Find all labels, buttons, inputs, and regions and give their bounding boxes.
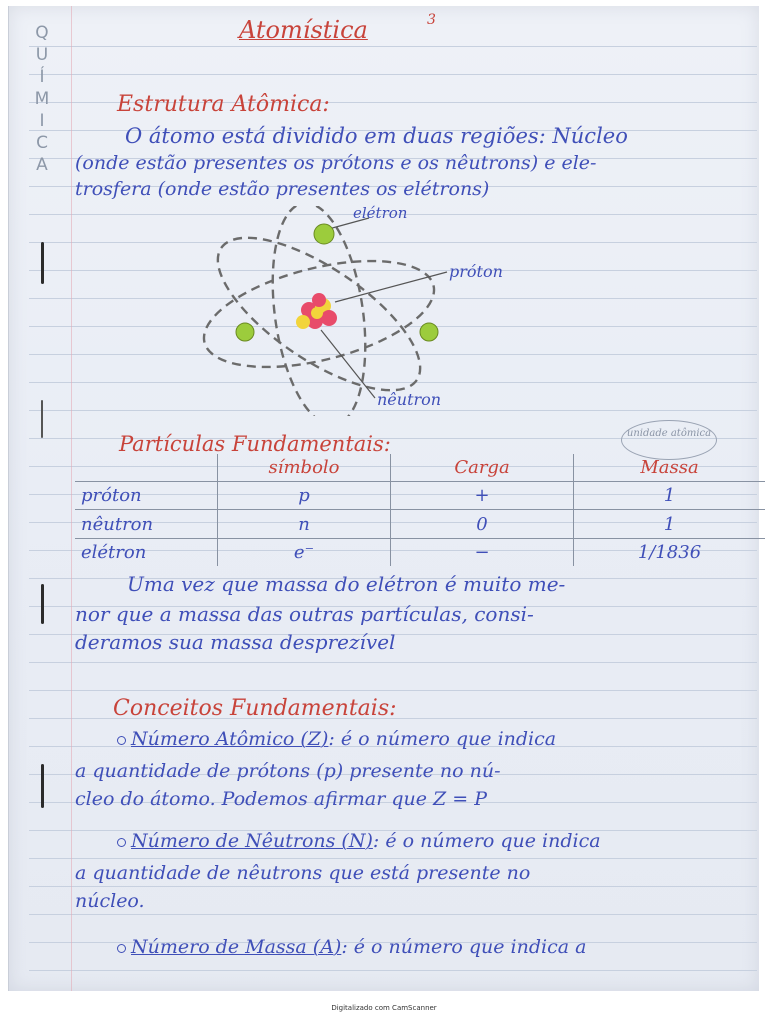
electron — [236, 323, 254, 341]
subject-letter: Q — [35, 23, 49, 43]
binder-mark — [41, 400, 43, 438]
table-header-row — [75, 454, 765, 482]
binder-mark — [41, 764, 44, 808]
bullet-icon — [117, 736, 126, 745]
section-heading-particulas: Partículas Fundamentais: — [119, 432, 391, 456]
rule-line — [29, 858, 757, 859]
text-line: nor que a massa das outras partículas, consi- — [75, 602, 534, 626]
table-cell: nêutron — [75, 510, 218, 538]
table-cell: e⁻ — [218, 538, 391, 566]
rule-line — [29, 662, 757, 663]
concept-text: : é o número que indica a — [341, 936, 587, 958]
concept-line — [131, 830, 601, 852]
concept-term: Número de Massa (A) — [131, 936, 342, 958]
electron — [420, 323, 438, 341]
electron — [314, 224, 334, 244]
subject-letter: Í — [39, 67, 45, 87]
table-header: símbolo — [218, 454, 391, 482]
table-row — [75, 510, 765, 538]
label-eletron: elétron — [353, 204, 408, 222]
particles-table-wrap — [75, 454, 765, 566]
binder-mark — [41, 242, 44, 284]
section-heading-conceitos: Conceitos Fundamentais: — [113, 696, 397, 721]
text-line: deramos sua massa desprezível — [75, 630, 396, 654]
rule-line — [29, 690, 757, 691]
page-title: Atomística — [239, 16, 368, 44]
concept-line — [131, 728, 556, 750]
subject-letter: I — [39, 111, 45, 131]
concept-term: Número de Nêutrons (N) — [131, 830, 373, 852]
unit-note: unidade atômica — [621, 420, 717, 460]
rule-line — [29, 886, 757, 887]
text-line: a quantidade de prótons (p) presente no nú- — [75, 760, 501, 782]
text-line: a quantidade de nêutrons que está presente no — [75, 862, 531, 884]
concept-term: Número Atômico (Z) — [131, 728, 329, 750]
concept-text: : é o número que indica — [328, 728, 557, 750]
scanner-footer: Digitalizado com CamScanner — [331, 1004, 437, 1012]
page-number: 3 — [427, 12, 436, 28]
rule-line — [29, 74, 757, 75]
table-row — [75, 482, 765, 510]
text-line: cleo do átomo. Podemos afirmar que Z = P — [75, 788, 488, 810]
bullet-icon — [117, 944, 126, 953]
text-line: trosfera (onde estão presentes os elétrons) — [75, 178, 490, 200]
concept-line — [131, 936, 586, 958]
table-cell: 1 — [574, 482, 766, 510]
table-cell: + — [391, 482, 574, 510]
table-cell: elétron — [75, 538, 218, 566]
particles-table — [75, 454, 765, 566]
subject-letter: A — [36, 155, 48, 175]
binder-mark — [41, 584, 44, 624]
subject-letter: C — [36, 133, 48, 153]
text-line: O átomo está dividido em duas regiões: Núcleo — [125, 124, 628, 148]
bullet-icon — [117, 838, 126, 847]
rule-line — [29, 46, 757, 47]
table-cell: 1 — [574, 510, 766, 538]
text-line: núcleo. — [75, 890, 145, 912]
table-cell: 1/1836 — [574, 538, 766, 566]
table-header: Carga — [391, 454, 574, 482]
subject-vertical-label — [29, 22, 55, 176]
text-line: Uma vez que massa do elétron é muito me- — [127, 572, 566, 596]
table-header — [75, 454, 218, 482]
concept-text: : é o número que indica — [372, 830, 601, 852]
atom-diagram — [189, 206, 529, 416]
scanned-page — [8, 6, 759, 991]
label-neutron: nêutron — [377, 390, 442, 409]
table-cell: p — [218, 482, 391, 510]
table-cell: próton — [75, 482, 218, 510]
rule-line — [29, 914, 757, 915]
label-proton: próton — [449, 262, 503, 281]
section-heading-estrutura: Estrutura Atômica: — [117, 92, 330, 117]
table-cell: − — [391, 538, 574, 566]
nucleus — [296, 293, 337, 329]
table-cell: 0 — [391, 510, 574, 538]
margin-line — [71, 6, 72, 991]
rule-line — [29, 970, 757, 971]
table-header: Massa — [640, 457, 699, 479]
table-row — [75, 538, 765, 566]
table-cell: n — [218, 510, 391, 538]
subject-letter: M — [34, 89, 50, 109]
subject-letter: U — [35, 45, 49, 65]
text-line: (onde estão presentes os prótons e os nêutrons) e ele- — [75, 152, 597, 174]
